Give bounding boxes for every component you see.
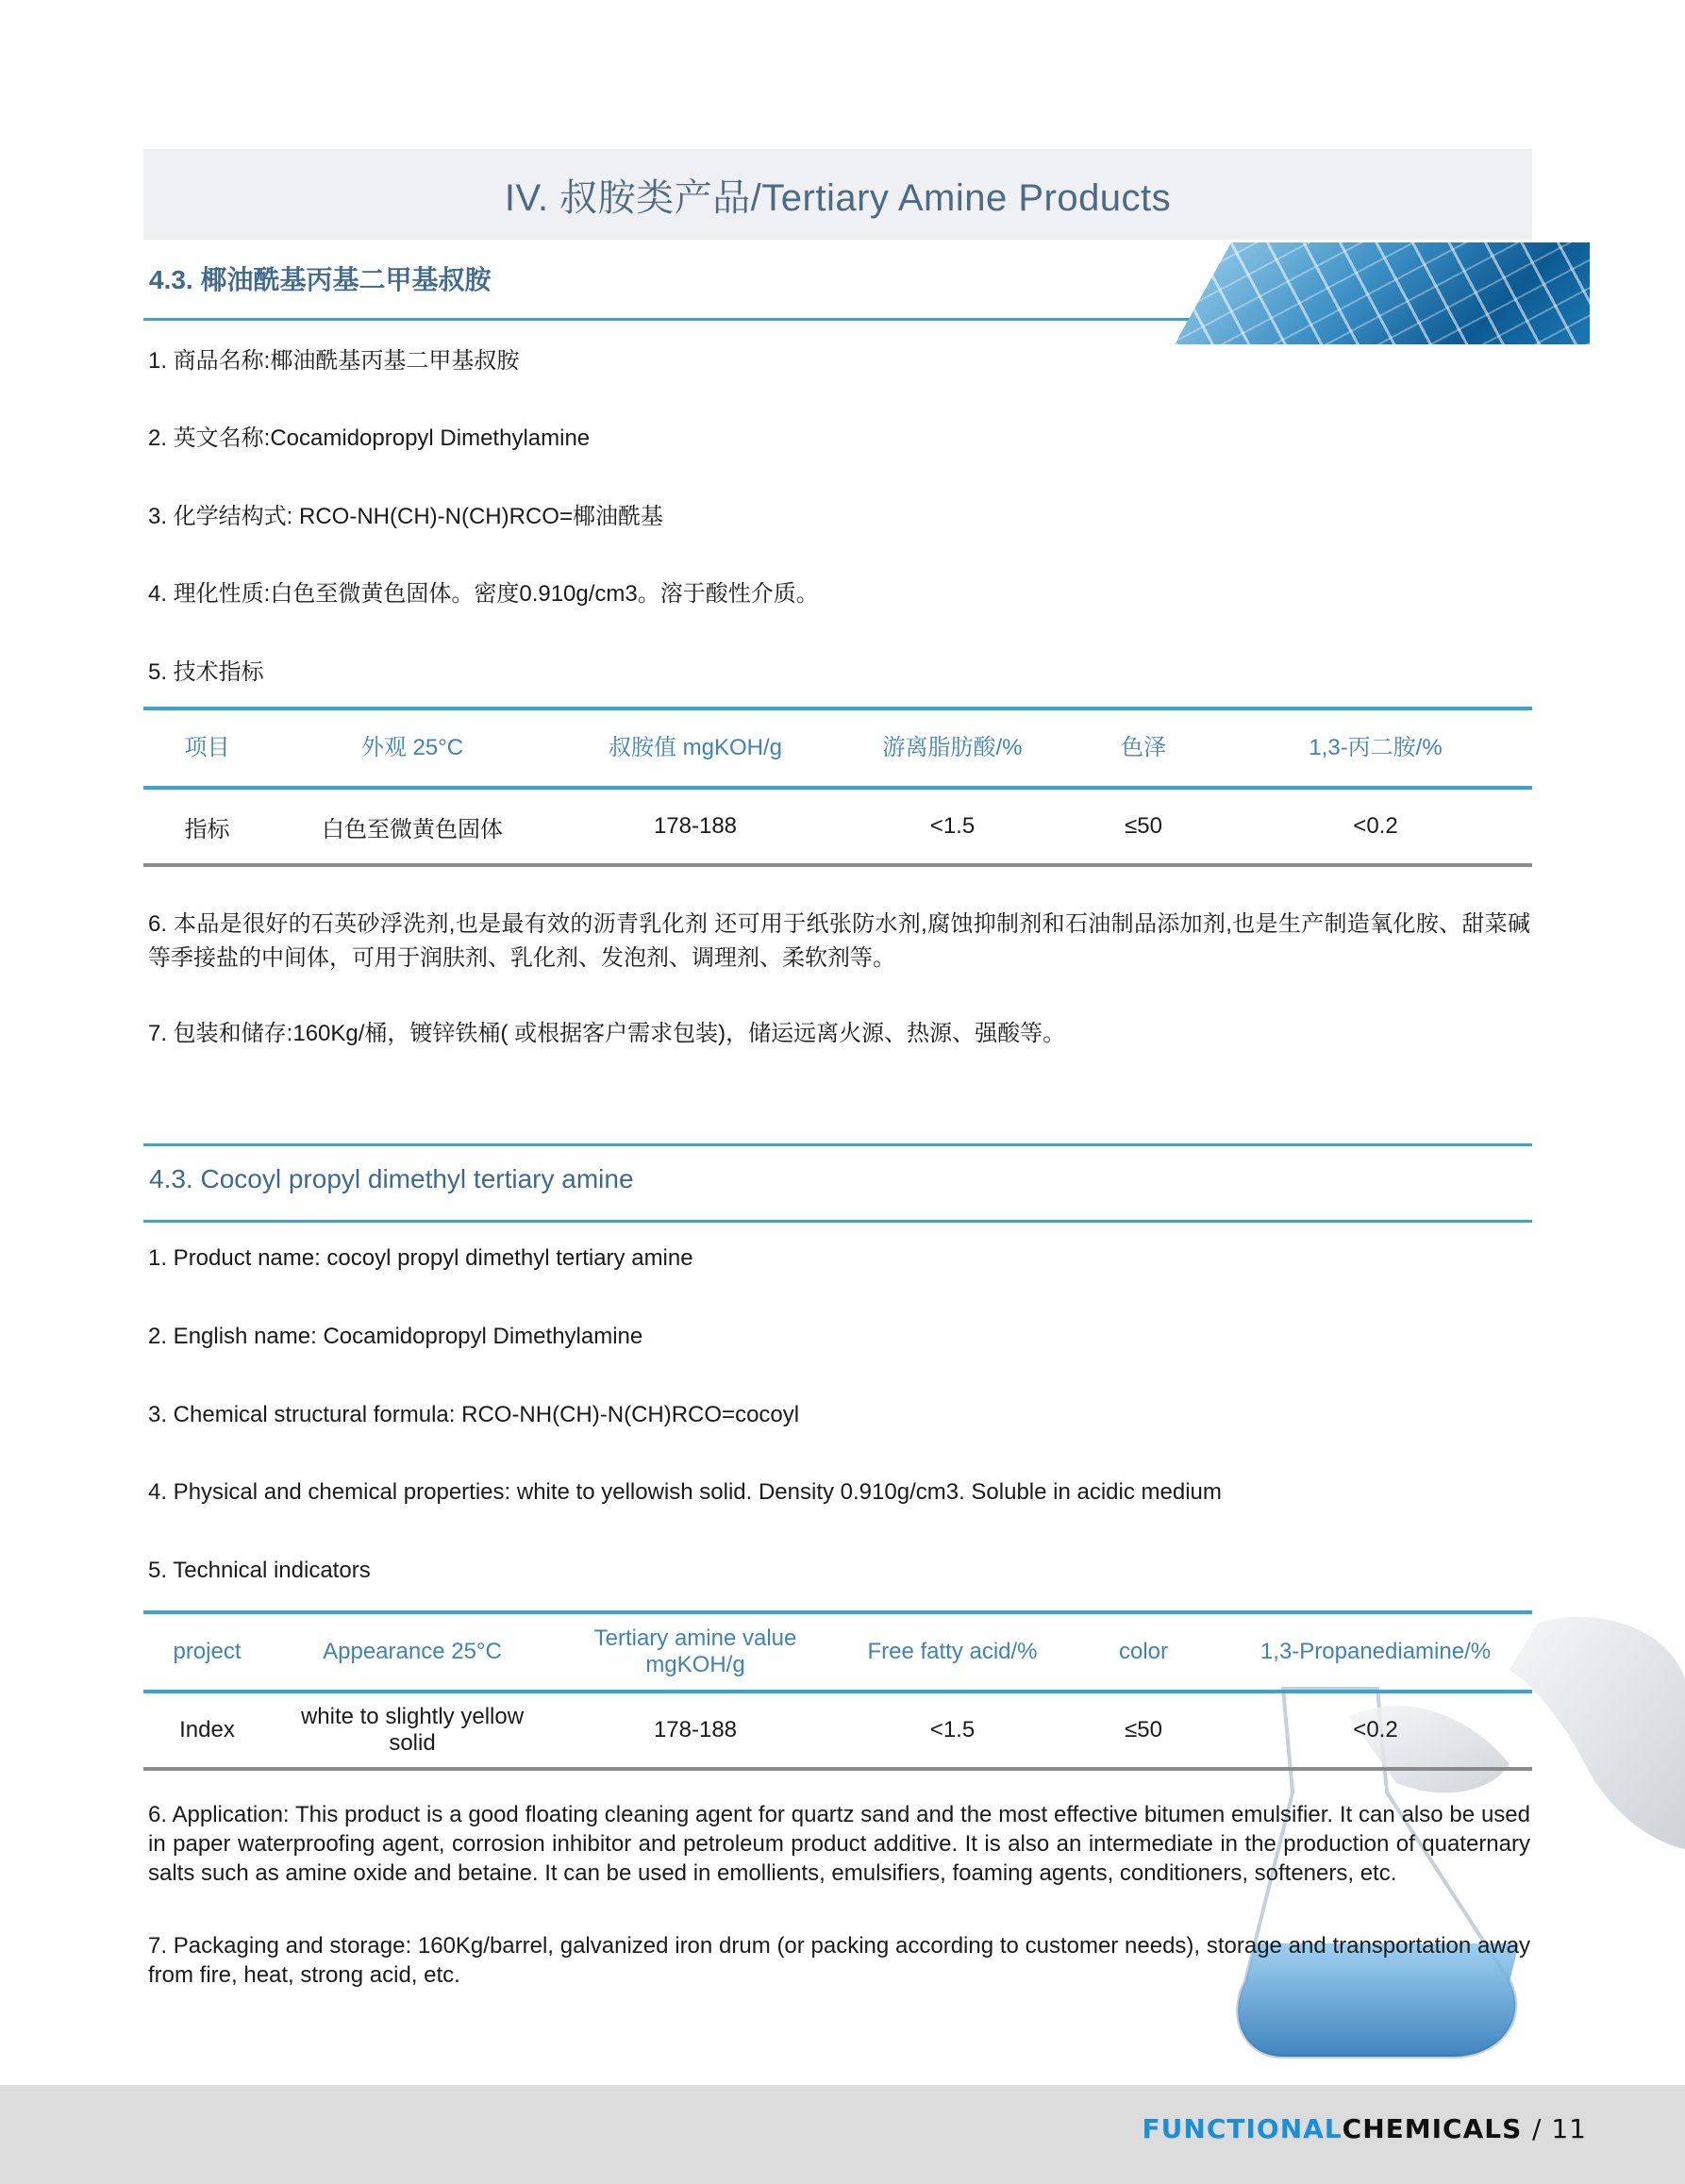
cn-td-appearance: 白色至微黄色固体: [271, 788, 554, 865]
en-spec-table: [143, 1610, 1532, 1771]
cn-item-indicators: 5. 技术指标: [148, 659, 264, 685]
en-th-color: color: [1068, 1612, 1219, 1692]
cn-td-propanediamine: <0.2: [1219, 788, 1532, 865]
cn-table-header-row: [143, 709, 1532, 788]
en-item-properties: 4. Physical and chemical properties: white to yellowish solid. Density 0.910g/cm3. Soluble in acidic medium: [148, 1479, 1222, 1505]
cn-th-free-fatty-acid: 游离脂肪酸/%: [837, 709, 1068, 788]
en-item-application: 6. Application: This product is a good floating cleaning agent for quartz sand and the most effective bitumen emulsifier. It can also be used in paper waterproofing agent, corrosion inhibitor and petroleum product additive. It is also an intermediate in the production of quaternary salts such as amine oxide and betaine. It can be used in emollients, emulsifiers, foaming agents, conditioners, softeners, etc.: [148, 1802, 1530, 1886]
cn-th-amine-value: 叔胺值 mgKOH/g: [554, 709, 837, 788]
footer-brand: [1143, 2113, 1587, 2144]
page-footer: [0, 2085, 1685, 2184]
cn-th-appearance: 外观 25°C: [271, 709, 554, 788]
page-title: IV. 叔胺类产品/Tertiary Amine Products: [504, 176, 1172, 219]
cn-section-rule: [143, 318, 1247, 321]
cn-th-propanediamine: 1,3-丙二胺/%: [1219, 709, 1532, 788]
cn-spec-table: [143, 707, 1532, 867]
cn-th-color: 色泽: [1068, 709, 1219, 788]
en-td-appearance: white to slightly yellow solid: [271, 1692, 554, 1769]
footer-brand-functional: FUNCTIONAL: [1142, 2113, 1343, 2144]
footer-brand-chemicals: CHEMICALS: [1342, 2113, 1523, 2144]
en-th-propanediamine: 1,3-Propanediamine/%: [1219, 1612, 1532, 1692]
en-td-propanediamine: <0.2: [1219, 1692, 1532, 1769]
en-th-amine-value: Tertiary amine value mgKOH/g: [554, 1612, 837, 1692]
en-section-rule-top: [143, 1143, 1532, 1146]
en-th-appearance: Appearance 25°C: [271, 1612, 554, 1692]
en-th-free-fatty-acid: Free fatty acid/%: [837, 1612, 1068, 1692]
cn-td-color: ≤50: [1068, 788, 1219, 865]
en-section-rule-bottom: [143, 1220, 1532, 1223]
en-item-indicators: 5. Technical indicators: [148, 1558, 371, 1583]
table-row: [143, 1692, 1532, 1769]
cn-section-title: 4.3. 椰油酰基丙基二甲基叔胺: [149, 265, 492, 294]
cn-item-properties: 4. 理化性质:白色至微黄色固体。密度0.910g/cm3。溶于酸性介质。: [148, 581, 819, 607]
en-td-amine-value: 178-188: [554, 1692, 837, 1769]
en-item-english-name: 2. English name: Cocamidopropyl Dimethylamine: [148, 1324, 643, 1349]
en-th-project: project: [143, 1612, 271, 1692]
cn-th-project: 项目: [143, 709, 271, 788]
cn-item-packaging: 7. 包装和储存:160Kg/桶，镀锌铁桶( 或根据客户需求包装)，储运远离火源、热源、强酸等。: [148, 1021, 1066, 1046]
cn-td-index: 指标: [143, 788, 271, 865]
cn-item-product-name: 1. 商品名称:椰油酰基丙基二甲基叔胺: [148, 348, 520, 374]
en-td-index: Index: [143, 1692, 271, 1769]
cn-item-english-name: 2. 英文名称:Cocamidopropyl Dimethylamine: [148, 425, 591, 451]
cn-td-amine-value: 178-188: [554, 788, 837, 865]
page-number: / 11: [1532, 2113, 1587, 2144]
en-section-title: 4.3. Cocoyl propyl dimethyl tertiary amine: [149, 1164, 634, 1193]
en-item-packaging: 7. Packaging and storage: 160Kg/barrel, galvanized iron drum (or packing according to customer needs), storage and transportation away from fire, heat, strong acid, etc.: [148, 1933, 1530, 1988]
en-item-formula: 3. Chemical structural formula: RCO-NH(CH)-N(CH)RCO=cocoyl: [148, 1402, 800, 1427]
en-section-header: [143, 1143, 1532, 1215]
cn-item-formula: 3. 化学结构式: RCO-NH(CH)-N(CH)RCO=椰油酰基: [148, 504, 663, 529]
en-td-color: ≤50: [1068, 1692, 1219, 1769]
en-td-free-fatty-acid: <1.5: [837, 1692, 1068, 1769]
en-table-header-row: [143, 1612, 1532, 1692]
en-item-product-name: 1. Product name: cocoyl propyl dimethyl tertiary amine: [148, 1245, 693, 1271]
cn-item-application: 6. 本品是很好的石英砂浮洗剂,也是最有效的沥青乳化剂 还可用于纸张防水剂,腐蚀抑制剂和石油制品添加剂,也是生产制造氧化胺、甜菜碱等季接盐的中间体，可用于润肤剂、乳化剂、发泡剂、调理剂、柔软剂等。: [148, 911, 1530, 971]
page-banner: [143, 149, 1532, 240]
cn-td-free-fatty-acid: <1.5: [837, 788, 1068, 865]
building-glass-image: [1175, 242, 1590, 344]
table-row: [143, 788, 1532, 865]
